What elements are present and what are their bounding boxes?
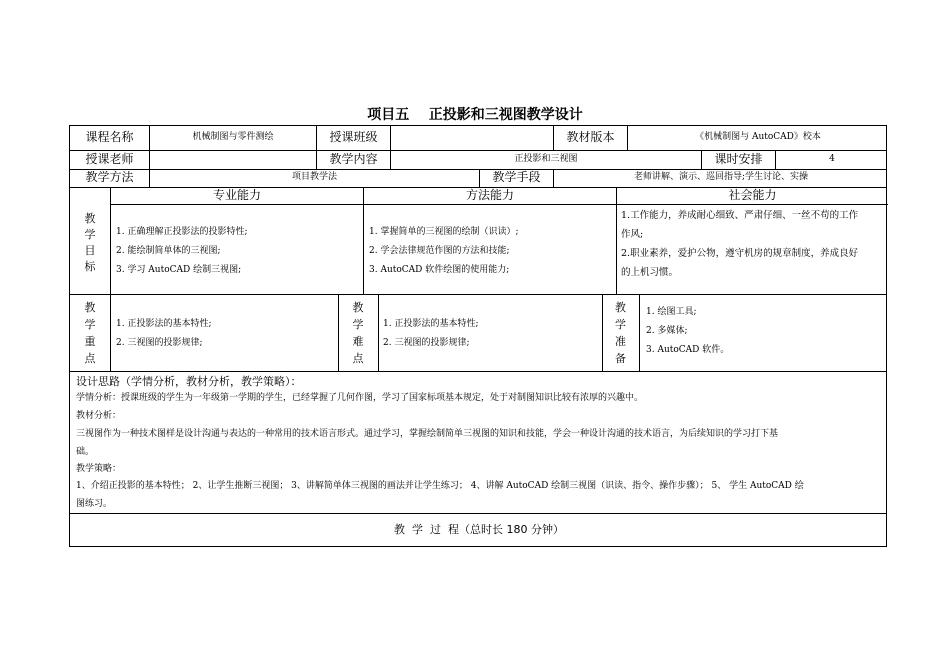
content-label: 教学内容 xyxy=(329,151,378,166)
preparation-list xyxy=(646,303,729,360)
list-item: 3. 学习 AutoCAD 绘制三视图; xyxy=(116,265,242,275)
lesson-design-table xyxy=(69,125,887,547)
header-social: 社会能力 xyxy=(728,187,777,202)
design-heading: 设计思路（学情分析，教材分析，教学策略）： xyxy=(76,375,302,388)
professional-list xyxy=(116,223,247,280)
list-item: 1. 正确理解正投影法的投影特性; xyxy=(116,227,248,237)
objectives-label: 教 学 目 标 xyxy=(84,212,96,273)
page-title: 项目五 正投影和三视图教学设计 xyxy=(367,107,583,123)
teacher-value xyxy=(150,150,316,169)
method-value: 项目教学法 xyxy=(291,172,337,183)
list-item: 3. AutoCAD 软件绘图的使用能力; xyxy=(369,265,510,275)
class-label: 授课班级 xyxy=(329,130,378,145)
list-item: 1. 绘图工具; xyxy=(646,307,697,317)
row-divider xyxy=(110,204,888,205)
list-item: 2. 能绘制简单体的三视图; xyxy=(116,246,221,256)
method-label: 教学方法 xyxy=(85,170,134,185)
edition-label: 教材版本 xyxy=(566,130,615,145)
means-label: 教学手段 xyxy=(492,170,541,185)
list-item: 2. 三视图的投影规律; xyxy=(383,338,470,348)
strategy-text-line1: 1、介绍正投影的基本特性； 2、让学生推断三视图； 3、讲解简单体三视图的画法并让学生练习； 4、讲解 AutoCAD 绘制三视图（识读、指令、操作步骤）； 5、 学生 AutoCAD 绘 xyxy=(76,481,804,491)
edition-value: 《机械制图与 AutoCAD》校本 xyxy=(695,132,821,143)
teacher-label: 授课老师 xyxy=(85,151,134,166)
course-name-value: 机械制图与零件测绘 xyxy=(192,132,274,143)
list-item: 作风; xyxy=(621,229,644,240)
material-text-line2: 础。 xyxy=(76,447,95,457)
row-divider xyxy=(70,371,886,372)
student-analysis: 学情分析：授课班级的学生为一年级第一学期的学生，已经掌握了几何作图，学习了国家标项基本规定，处于对制图知识比较有浓厚的兴趣中。 xyxy=(76,393,644,403)
row-divider xyxy=(70,294,886,295)
social-list xyxy=(621,206,858,282)
header-method: 方法能力 xyxy=(465,187,514,202)
list-item: 1. 正投影法的基本特性; xyxy=(383,319,479,329)
hours-value: 4 xyxy=(829,153,835,164)
header-professional: 专业能力 xyxy=(212,187,261,202)
content-value: 正投影和三视图 xyxy=(514,153,578,164)
course-name-label: 课程名称 xyxy=(85,130,134,145)
list-item: 1. 掌握简单的三视图的绘制（识读）; xyxy=(369,227,519,237)
list-item: 1.工作能力，养成耐心细致、严肃仔细、一丝不苟的工作 xyxy=(621,210,859,221)
preparation-label: 教 学 准 备 xyxy=(615,301,626,365)
keypoints-list xyxy=(116,315,211,353)
list-item: 的上机习惯。 xyxy=(621,267,679,278)
list-item: 1. 正投影法的基本特性; xyxy=(116,319,212,329)
list-item: 2.职业素养，爱护公物，遵守机房的规章制度，养成良好 xyxy=(621,248,859,259)
method-list xyxy=(369,223,518,280)
strategy-text-line2: 图练习。 xyxy=(76,499,113,509)
strategy-label: 教学策略： xyxy=(76,464,122,474)
list-item: 3. AutoCAD 软件。 xyxy=(646,345,730,355)
class-value xyxy=(391,126,553,150)
difficulties-label: 教 学 难 点 xyxy=(352,301,364,365)
keypoints-label: 教 学 重 点 xyxy=(84,301,96,365)
means-value: 老师讲解、演示、巡回指导;学生讨论、实操 xyxy=(633,172,809,183)
hours-label: 课时安排 xyxy=(714,151,763,166)
process-heading: 教 学 过 程（总时长 180 分钟） xyxy=(394,523,564,537)
list-item: 2. 学会法律规范作图的方法和技能; xyxy=(369,246,510,256)
list-item: 2. 多媒体; xyxy=(646,326,688,336)
list-item: 2. 三视图的投影规律; xyxy=(116,338,203,348)
material-label: 教材分析： xyxy=(76,411,122,421)
difficulties-list xyxy=(383,315,478,353)
material-text-line1: 三视图作为一种技术图样是设计沟通与表达的一种常用的技术语言形式。通过学习，掌握绘制简单三视图的知识和技能，学会一种设计沟通的技术语言，为后续知识的学习打下基 xyxy=(76,429,779,439)
